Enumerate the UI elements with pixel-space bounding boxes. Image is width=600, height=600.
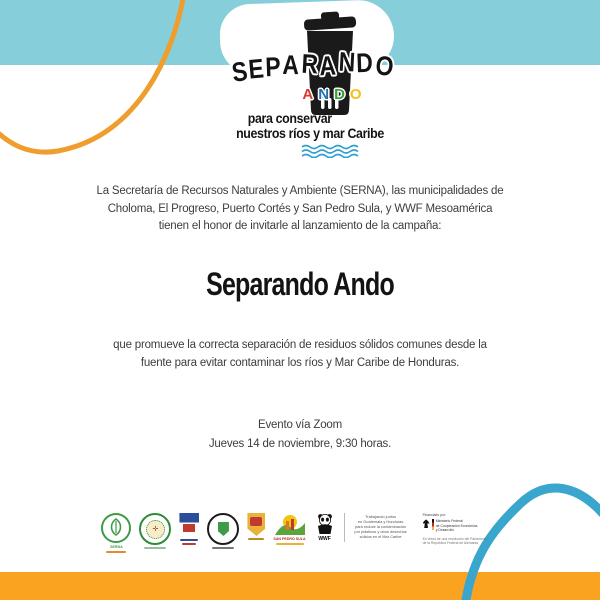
logo-tagline (180, 111, 440, 141)
partner-statement-line4: por plásticos y otros desechos (354, 528, 407, 534)
serna-leaf-icon (101, 513, 131, 543)
ministry-name-line2: de Cooperación Económica (435, 523, 478, 528)
choloma-caption-bar (144, 547, 166, 549)
el-progreso-seal (207, 513, 239, 549)
event-details (0, 416, 600, 453)
coat-of-arms-caption-bar (248, 538, 264, 540)
el-progreso-caption-bar (212, 547, 234, 549)
partner-statement-line5: sólidos en el Mar Caribe (359, 533, 402, 539)
logo-word-main: SEPARANDO (229, 46, 394, 88)
san-pedro-sula-caption: SAN PEDRO SULA (273, 536, 306, 541)
tagline-line2: nuestros ríos y mar Caribe (236, 126, 384, 141)
campaign-title: Separando Ando (206, 266, 394, 302)
tagline-line1: para conservar (247, 111, 332, 126)
wwf-panda-icon (314, 513, 336, 535)
ministry-name (436, 519, 478, 532)
partner-statement-line2: en Guatemala y Honduras (357, 518, 404, 524)
partner-statement (344, 513, 415, 542)
puerto-cortes-caption-bar (180, 539, 198, 541)
partner-statement-line3: para reducir la contaminación (355, 523, 407, 529)
coat-of-arms-shield (247, 513, 265, 540)
san-pedro-sula-icon (275, 513, 305, 535)
serna-logo (101, 513, 131, 553)
logo-word-sub: A N D O (302, 86, 362, 103)
el-progreso-seal-icon (207, 513, 239, 545)
funder-note-line2: de la República Federal de Alemania (422, 541, 478, 546)
serna-caption-bar (106, 551, 126, 553)
german-ministry-logo (423, 519, 499, 532)
intro-line1: La Secretaría de Recursos Naturales y Ambiente (SERNA), las municipalidades de (96, 185, 504, 197)
wwf-logo (314, 513, 336, 541)
water-waves-icon (300, 144, 364, 158)
description-line1: que promueve la correcta separación de residuos sólidos comunes desde la (113, 339, 487, 351)
funder-note-line1: En virtud de una resolución del Parlamento (422, 536, 488, 541)
puerto-cortes-shield-icon (179, 513, 199, 537)
puerto-cortes-caption-bar2 (182, 543, 196, 545)
funder-block (423, 513, 499, 545)
description-paragraph (0, 337, 600, 372)
event-platform: Evento vía Zoom (258, 419, 342, 431)
partner-logos-row (0, 513, 600, 553)
german-flag-stripe (432, 519, 434, 530)
serna-caption: SERNA (110, 544, 123, 549)
bottom-orange-band (0, 572, 600, 600)
intro-line2: Choloma, El Progreso, Puerto Cortés y San Pedro Sula, y WWF Mesoamérica (107, 202, 493, 215)
description-line2: fuente para evitar contaminar los ríos y Mar Caribe de Honduras. (140, 356, 460, 369)
wwf-caption: WWF (318, 535, 331, 542)
funder-note (423, 537, 499, 546)
coat-of-arms-icon (247, 513, 265, 536)
choloma-seal (139, 513, 171, 549)
intro-line3: tienen el honor de invitarle al lanzamiento de la campaña: (158, 220, 442, 232)
ministry-name-line3: y Desarrollo (435, 528, 454, 533)
san-pedro-sula-logo (273, 513, 305, 545)
ministry-name-line1: Ministerio Federal (435, 519, 463, 524)
german-eagle-icon (423, 519, 430, 528)
partner-statement-line1: Trabajando juntos (365, 514, 397, 519)
puerto-cortes-shield (179, 513, 199, 545)
choloma-seal-icon: ✛ (139, 513, 171, 545)
san-pedro-sula-caption-bar (276, 543, 304, 545)
funder-label: Financiado por: (422, 513, 446, 517)
event-datetime: Jueves 14 de noviembre, 9:30 horas. (208, 437, 392, 450)
intro-paragraph (0, 183, 600, 236)
